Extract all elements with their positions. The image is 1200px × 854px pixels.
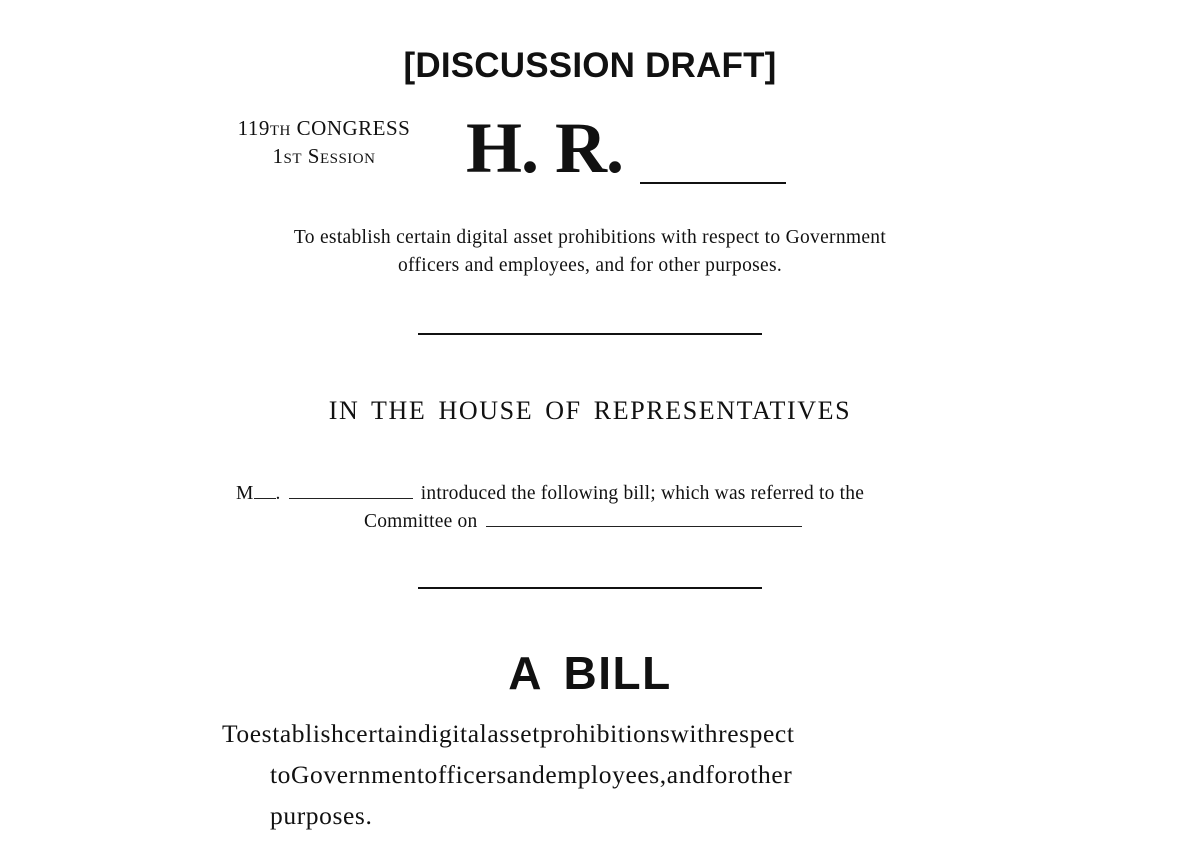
- congress-session-block: [222, 114, 426, 170]
- congress-line: 119th CONGRESS: [237, 116, 411, 140]
- short-title: [240, 224, 940, 280]
- long-title-word: and: [506, 760, 546, 789]
- long-title-word: establish: [249, 719, 345, 748]
- long-title-word: certain: [344, 719, 418, 748]
- short-title-line-1: To establish certain digital asset prohibitions with respect to Government: [293, 227, 887, 248]
- long-title-word: prohibitions: [539, 719, 671, 748]
- long-title-word: respect: [718, 719, 795, 748]
- long-title-word: asset: [487, 719, 540, 748]
- sponsor-title-blank: [254, 497, 276, 499]
- long-title-word: to: [270, 760, 292, 789]
- introduction-paragraph: [236, 480, 952, 536]
- bill-heading: A BILL: [508, 647, 672, 699]
- long-title-line-3: purposes.: [270, 801, 373, 830]
- divider-rule: [418, 587, 762, 589]
- sponsor-name-blank: [289, 497, 413, 499]
- short-title-line-2: officers and employees, and for other purposes.: [397, 255, 783, 276]
- long-title-word: officers: [424, 760, 507, 789]
- long-title: [222, 713, 958, 836]
- introduction-line-1: M . introduced the following bill; which was referred to the: [236, 483, 865, 504]
- session-line: 1st Session: [272, 144, 376, 168]
- long-title-word: other: [736, 760, 793, 789]
- long-title-word: and: [666, 760, 706, 789]
- bill-number-blank: [640, 182, 786, 184]
- chamber-heading: IN THE HOUSE OF REPRESENTATIVES: [328, 396, 852, 425]
- discussion-draft-label: [DISCUSSION DRAFT]: [403, 46, 777, 85]
- long-title-line-2: [222, 754, 958, 795]
- long-title-word: for: [705, 760, 737, 789]
- long-title-word: employees,: [545, 760, 667, 789]
- long-title-line-1: [222, 713, 958, 754]
- introduction-line-2: Committee on: [236, 508, 952, 536]
- long-title-word: To: [222, 719, 250, 748]
- bill-designation: H. R.: [466, 108, 623, 188]
- long-title-word: Government: [291, 760, 425, 789]
- divider-rule: [418, 333, 762, 335]
- long-title-word: digital: [417, 719, 488, 748]
- long-title-word: with: [670, 719, 719, 748]
- committee-name-blank: [486, 525, 802, 527]
